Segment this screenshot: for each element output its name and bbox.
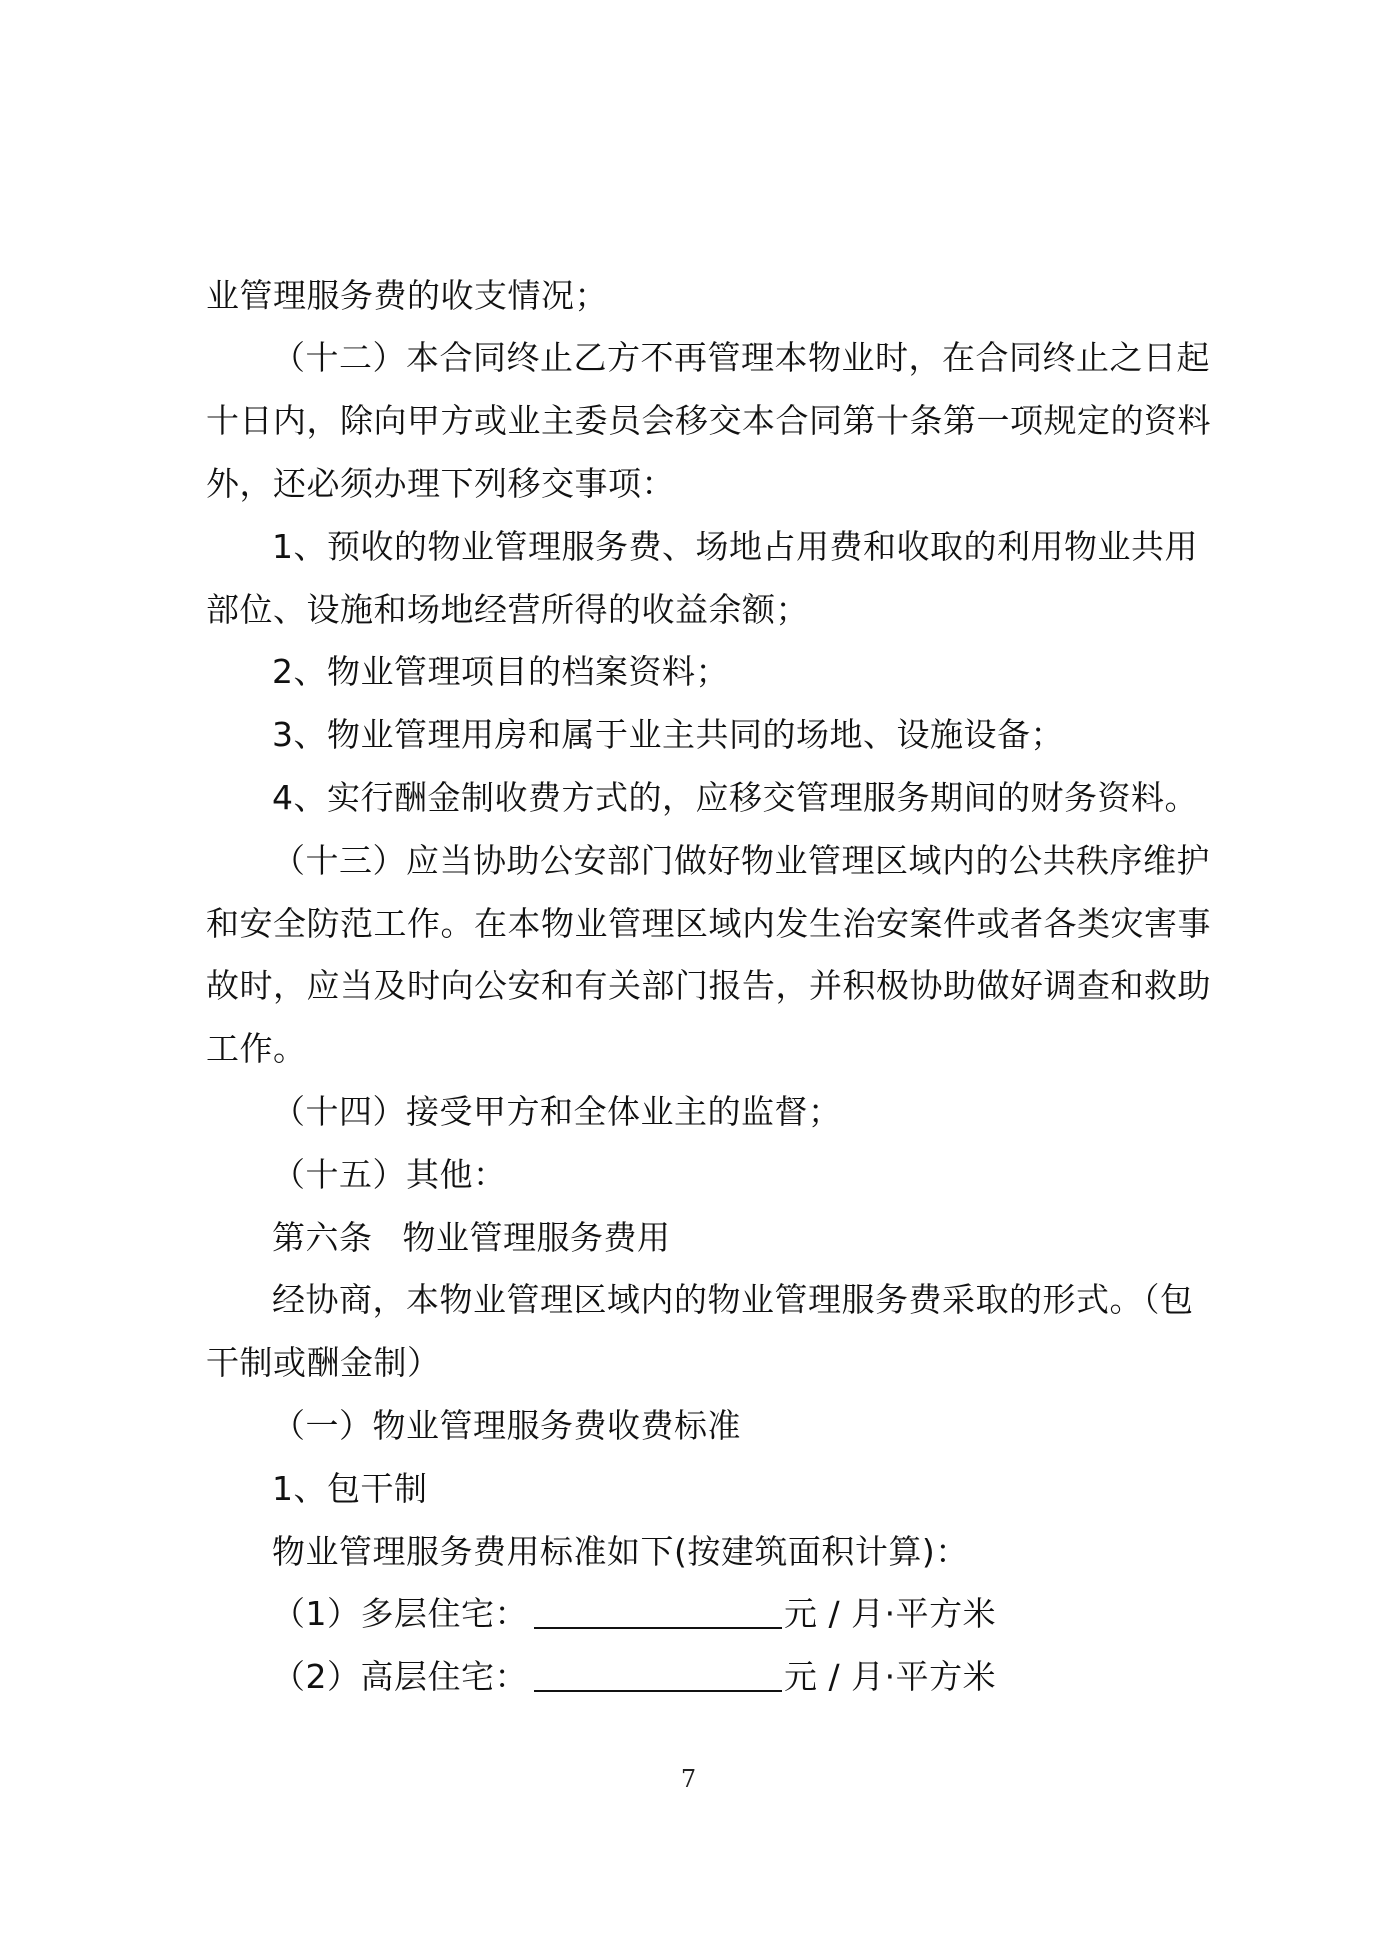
text-line: 2、物业管理项目的档案资料； [272,652,729,691]
text-line: （十四）接受甲方和全体业主的监督； [272,1092,842,1131]
text-line: 物业管理服务费用标准如下(按建筑面积计算)： [272,1532,969,1571]
text-line: （十二）本合同终止乙方不再管理本物业时，在合同终止之日起 [272,338,1210,377]
page-number: 7 [680,1765,697,1793]
text-line: 十日内，除向甲方或业主委员会移交本合同第十条第一项规定的资料 [206,401,1211,440]
text-line: 故时，应当及时向公安和有关部门报告，并积极协助做好调查和救助 [206,966,1211,1005]
fee-label: （1）多层住宅： [272,1594,528,1633]
text-line: 经协商，本物业管理区域内的物业管理服务费采取的形式。（包 [272,1280,1194,1319]
fee-label: （2）高层住宅： [272,1657,528,1696]
text-line: 部位、设施和场地经营所得的收益余额； [206,590,809,629]
fee-row-multistory [272,1594,996,1634]
text-line: 工作。 [206,1029,307,1068]
text-line: 3、物业管理用房和属于业主共同的场地、设施设备； [272,715,1064,754]
text-line: （十五）其他： [272,1155,507,1194]
text-line: 外，还必须办理下列移交事项： [206,464,675,503]
fill-in-blank[interactable] [534,1597,782,1629]
fee-unit: 元 / 月·平方米 [784,1594,997,1633]
text-line: 1、包干制 [272,1469,428,1508]
fee-unit: 元 / 月·平方米 [784,1657,997,1696]
article-title: 物业管理服务费用 [402,1218,671,1257]
article-number: 第六条 [272,1218,373,1257]
text-line: （十三）应当协助公安部门做好物业管理区域内的公共秩序维护 [272,841,1210,880]
text-line: 和安全防范工作。在本物业管理区域内发生治安案件或者各类灾害事 [206,904,1211,943]
text-line: 业管理服务费的收支情况； [206,276,608,315]
fee-row-highrise [272,1657,996,1697]
text-line: （一）物业管理服务费收费标准 [272,1406,741,1445]
text-line: 1、预收的物业管理服务费、场地占用费和收取的利用物业共用 [272,527,1198,566]
article-heading [272,1218,671,1258]
text-line: 4、实行酬金制收费方式的，应移交管理服务期间的财务资料。 [272,778,1198,817]
fill-in-blank[interactable] [534,1660,782,1692]
text-line: 干制或酬金制） [206,1343,441,1382]
